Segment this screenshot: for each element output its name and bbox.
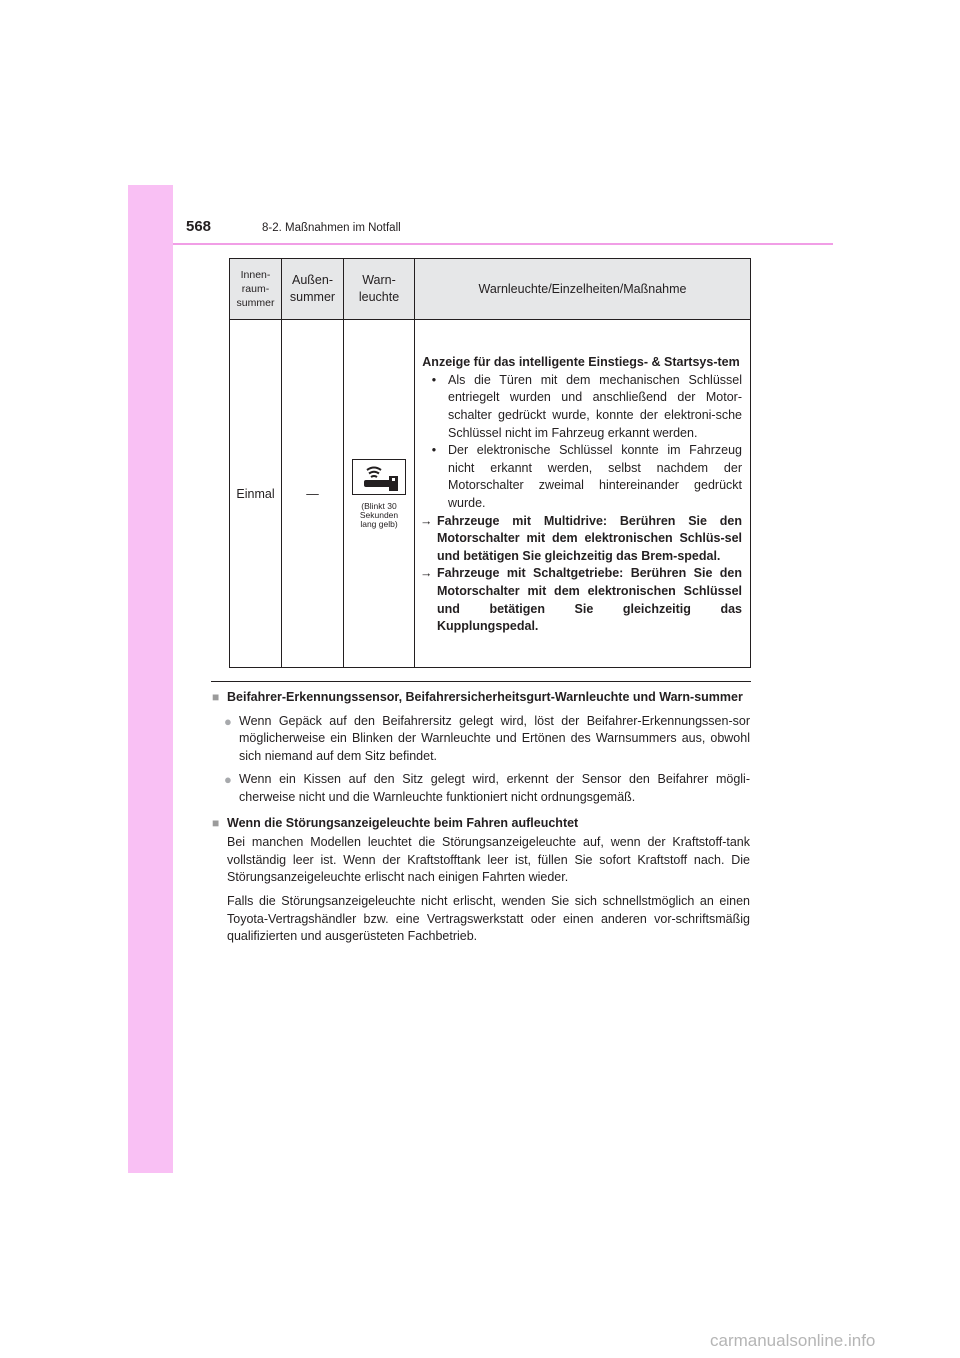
section-title: 8-2. Maßnahmen im Notfall: [262, 222, 401, 234]
paragraph: Falls die Störungsanzeigeleuchte nicht erlischt, wenden Sie sich schnellstmöglich an einen Toyota-Vertragshändler bzw. eine Vertragswerkstatt oder einen anderen vor-schriftsmäßig qualifizierten und ausgerüsteten Fachbetrieb.: [227, 893, 750, 944]
bullet-marker: •: [431, 372, 437, 387]
bullet-marker: •: [431, 443, 437, 458]
list-item: ● Wenn Gepäck auf den Beifahrersitz gelegt wird, löst der Beifahrer-Erkennungssen-sor möglicherweise ein Blinken der Warnleuchte und Ertönen des Warnsummers aus, obwohl sich niemand auf dem Sitz befindet.: [212, 713, 750, 766]
header-innenraumsummer: Innen- raum- summer: [230, 259, 282, 320]
header-warnleuchte: Warn- leuchte: [344, 259, 415, 320]
paragraph: Bei manchen Modellen leuchtet die Störungsanzeigeleuchte auf, wenn der Kraftstoff-tank vollständig leer ist. Wenn der Kraftstofftank leer ist, füllen Sie sofort Kraftstoff nach. Die Störungsanzeigeleuchte erlischt nach einigen Fahrten wieder.: [227, 835, 750, 885]
cell-innenraumsummer: Einmal: [230, 320, 282, 668]
page-number: 568: [186, 218, 212, 235]
section-heading: ■ Wenn die Störungsanzeigeleuchte beim Fahren aufleuchtet: [212, 815, 750, 833]
list-item: • Als die Türen mit dem mechanischen Schlüssel entriegelt wurden und anschließend der Motor-schalter gedrückt wurde, konnte der elektroni-sche Schlüssel nicht im Fahrzeug erkannt werden.: [420, 372, 742, 442]
header-description: Warnleuchte/Einzelheiten/Maßnahme: [415, 259, 751, 320]
chapter-tab: [128, 185, 173, 1173]
cell-warnleuchte: [344, 320, 415, 668]
section-heading: ■ Beifahrer-Erkennungssensor, Beifahrersicherheitsgurt-Warnleuchte und Warn-summer: [212, 689, 750, 707]
dot-bullet-icon: ●: [224, 772, 232, 788]
cell-aussensummer: —: [282, 320, 344, 668]
section-divider: [211, 681, 751, 682]
list-item: ● Wenn ein Kissen auf den Sitz gelegt wird, erkennt der Sensor den Beifahrer mögli-cherweise nicht und die Warnleuchte funktioniert nicht ordnungsgemäß.: [212, 771, 750, 806]
table-row: [230, 320, 751, 668]
notes-content: [212, 687, 750, 946]
cell-description: [415, 320, 751, 668]
header-rule: [173, 243, 833, 245]
smart-key-warning-icon: [352, 459, 406, 495]
square-bullet-icon: ■: [212, 690, 220, 704]
square-bullet-icon: ■: [212, 815, 220, 830]
list-item: • Der elektronische Schlüssel konnte im Fahrzeug nicht erkannt werden, selbst nachdem der Motorschalter zweimal hintereinander gedrückt wurde.: [420, 442, 742, 512]
lamp-note: (Blinkt 30 Sekunden lang gelb): [359, 500, 399, 529]
description-title: Anzeige für das intelligente Einstiegs- & Startsys-tem: [422, 355, 740, 370]
action-item: → Fahrzeuge mit Multidrive: Berühren Sie den Motorschalter mit dem elektronischen Schlüs-sel und betätigen Sie gleichzeitig das Brem-spedal.: [420, 513, 742, 566]
table-header-row: [230, 259, 751, 320]
action-item: → Fahrzeuge mit Schaltgetriebe: Berühren Sie den Motorschalter mit dem elektronischen Schlüssel und betätigen Sie gleichzeitig das Kupplungspedal.: [420, 565, 742, 635]
arrow-icon: →: [420, 513, 433, 528]
header-aussensummer: Außen- summer: [282, 259, 344, 320]
dot-bullet-icon: ●: [224, 713, 232, 729]
arrow-icon: →: [420, 566, 433, 581]
warning-table: [229, 258, 751, 668]
watermark: carmanualsonline.info: [710, 1331, 876, 1350]
